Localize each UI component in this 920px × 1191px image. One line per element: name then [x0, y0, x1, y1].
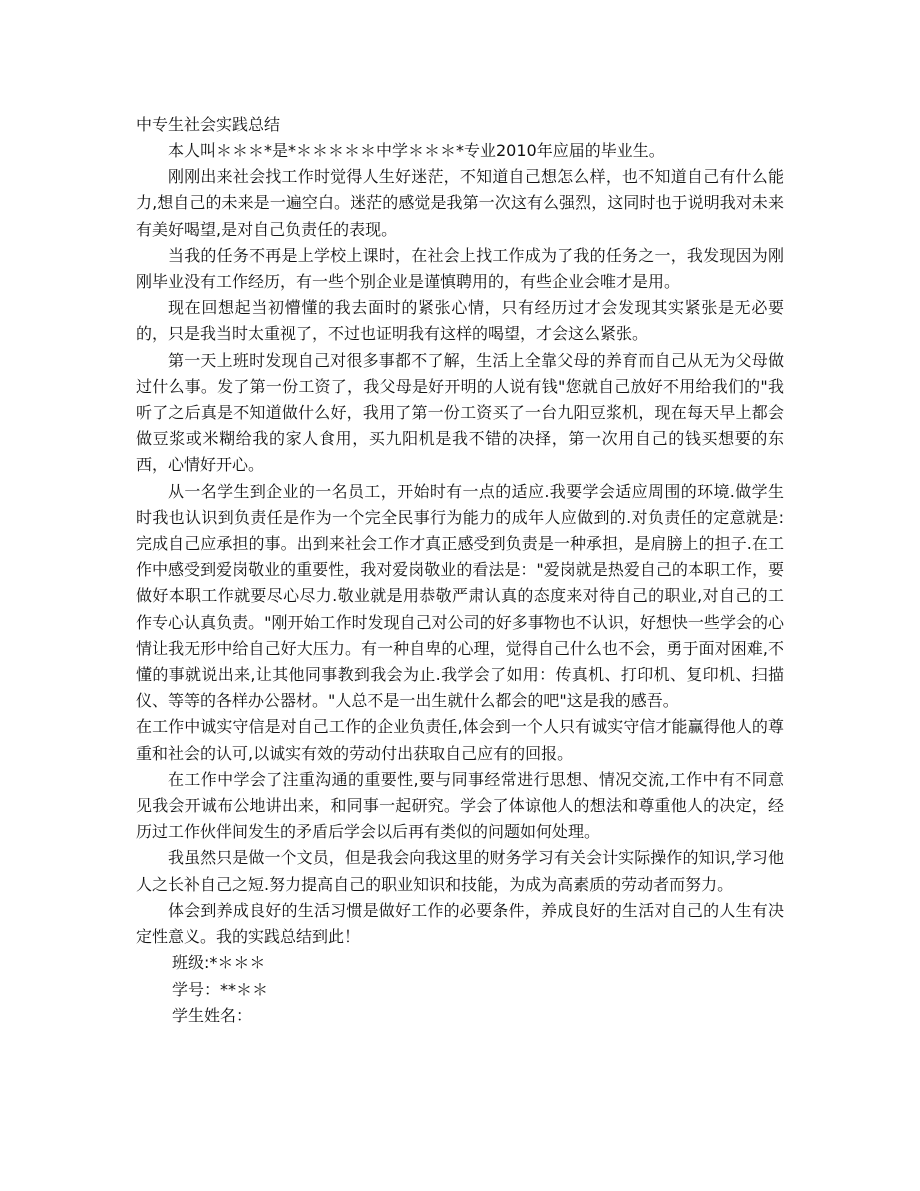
signature-student-name: 学生姓名： [172, 1005, 253, 1025]
paragraph-honesty: 在工作中诚实守信是对自己工作的企业负责任,体会到一个人只有诚实守信才能赢得他人的尊重和社会的认可,以诚实有效的劳动付出获取自己应有的回报。 [136, 717, 784, 763]
paragraph-job-search: 刚刚出来社会找工作时觉得人生好迷茫，不知道自己想怎么样，也不知道自己有什么能力,想自己的未来是一遍空白。迷茫的感觉是我第一次这有么强烈，这同时也于说明我对未来有美好喝望,是对自己负责任的表现。 [136, 167, 784, 239]
signature-class: 班级:*＊＊＊ [172, 953, 266, 973]
paragraph-first-day: 第一天上班时发现自己对很多事都不了解，生活上全靠父母的养育而自己从无为父母做过什么事。发了第一份工资了，我父母是好开明的人说有钱"您就自己放好不用给我们的"我听了之后真是不知道做什么好，我用了第一份工资买了一台九阳豆浆机，现在每天早上都会做豆浆或米糊给我的家人食用，买九阳机是我不错的决择，第一次用自己的钱买想要的东西，心情好开心。 [136, 350, 784, 475]
document-body [136, 112, 784, 1029]
document-title: 中专生社会实践总结 [136, 115, 281, 134]
paragraph-communication: 在工作中学会了注重沟通的重要性,要与同事经常进行思想、情况交流,工作中有不同意见我会开诚布公地讲出来，和同事一起研究。学会了体谅他人的想法和尊重他人的决定，经历过工作伙伴间发生的矛盾后学会以后再有类似的问题如何处理。 [136, 769, 784, 842]
paragraph-conclusion: 体会到养成良好的生活习惯是做好工作的必要条件，养成良好的生活对自己的人生有决定性意义。我的实践总结到此！ [136, 900, 784, 947]
paragraph-task: 当我的任务不再是上学校上课时，在社会上找工作成为了我的任务之一，我发现因为刚刚毕业没有工作经历，有一些个别企业是谨慎聘用的，有些企业会唯才是用。 [136, 245, 784, 292]
paragraph-clerk: 我虽然只是做一个文员，但是我会向我这里的财务学习有关会计实际操作的知识,学习他人之长补自己之短.努力提高自己的职业知识和技能，为成为高素质的劳动者而努力。 [136, 848, 784, 894]
paragraph-student-to-employee: 从一名学生到企业的一名员工，开始时有一点的适应.我要学会适应周围的环境.做学生时我也认识到负责任是作为一个完全民事行为能力的成年人应做到的.对负责任的定意就是:完成自己应承担的事。出到来社会工作才真正感受到负责是一种承担，是肩膀上的担子.在工作中感受到爱岗敬业的重要性，我对爱岗敬业的看法是："爱岗就是热爱自己的本职工作，要做好本职工作就要尽心尽力.敬业就是用恭敬严肃认真的态度来对待自己的职业,对自己的工作专心认真负责。"刚开始工作时发现自己对公司的好多事物也不认识，好想快一些学会的心情让我无形中给自己好大压力。有一种自卑的心理，觉得自己什么也不会，勇于面对困难,不懂的事就说出来,让其他同事教到我会为止.我学会了如用：传真机、打印机、复印机、扫描仪、等等的各样办公器材。"人总不是一出生就什么都会的吧"这是我的感吾。 [136, 481, 784, 711]
paragraph-interview: 现在回想起当初懵懂的我去面时的紧张心情，只有经历过才会发现其实紧张是无必要的，只是我当时太重视了，不过也证明我有这样的喝望，才会这么紧张。 [136, 298, 784, 344]
signature-student-id: 学号：**＊＊ [172, 979, 269, 999]
paragraph-intro: 本人叫＊＊＊*是*＊＊＊＊＊中学＊＊＊*专业2010年应届的毕业生。 [168, 141, 665, 160]
